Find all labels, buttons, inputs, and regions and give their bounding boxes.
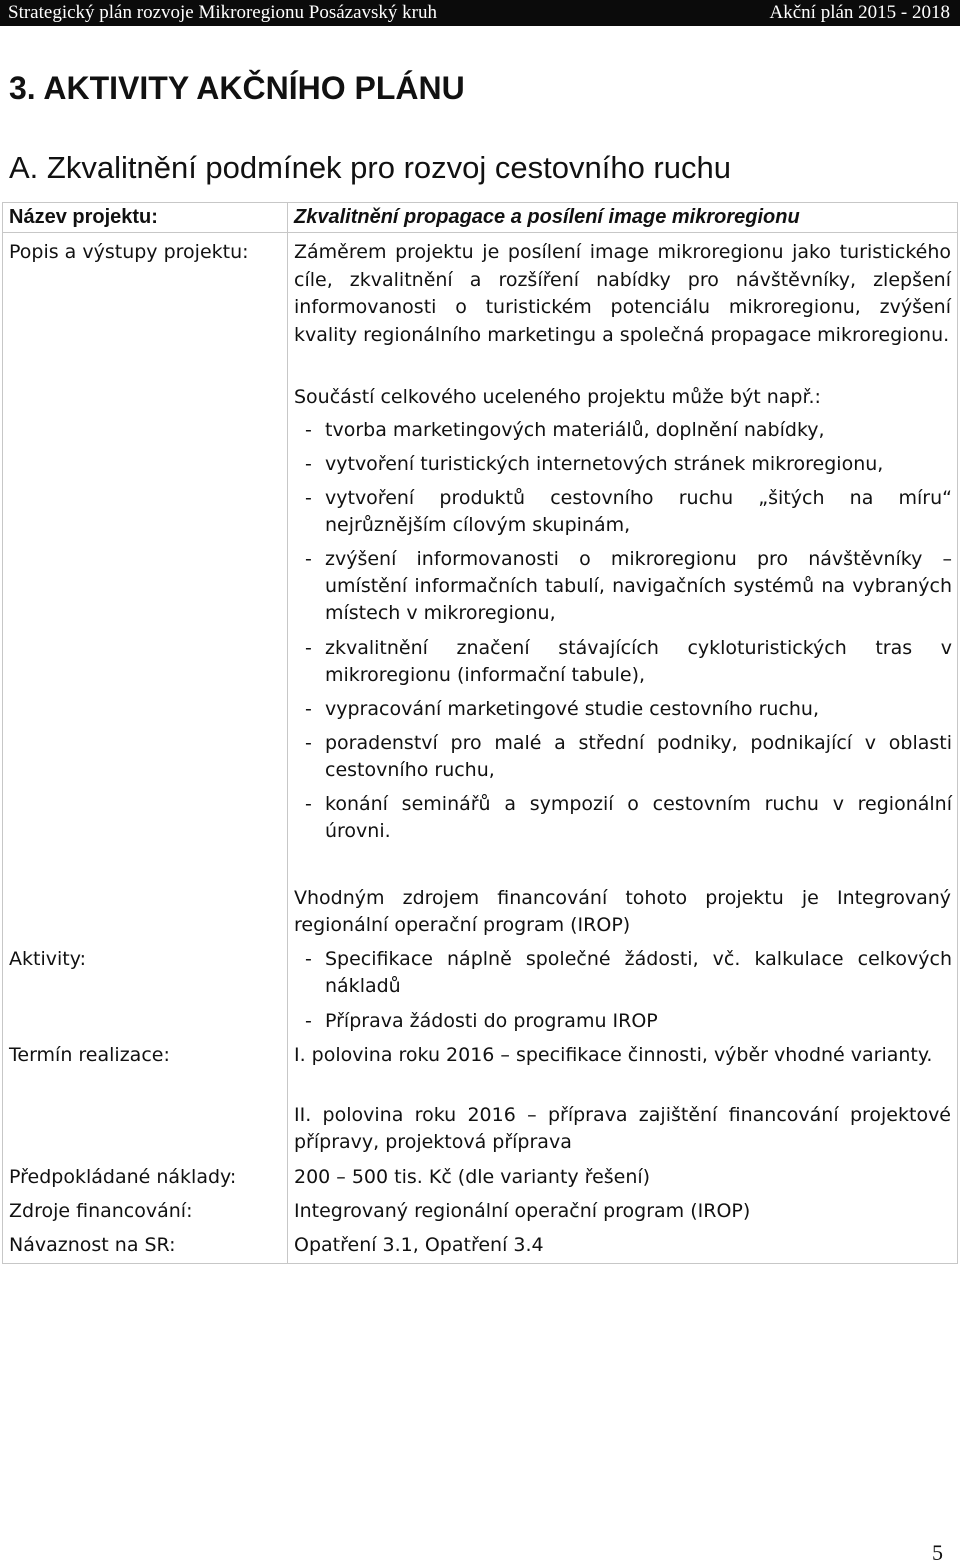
project-name-value: Zkvalitnění propagace a posílení image mikroregionu bbox=[294, 206, 800, 228]
funding-note: Vhodným zdrojem financování tohoto projektu je Integrovaný regionální operační program (IROP) bbox=[294, 887, 951, 936]
timeline-item: I. polovina roku 2016 – specifikace činnosti, výběr vhodné varianty. bbox=[294, 1044, 933, 1066]
list-item: vypracování marketingové studie cestovního ruchu, bbox=[325, 698, 819, 720]
activities-label: Aktivity: bbox=[9, 948, 86, 970]
funding-sources-label: Zdroje financování: bbox=[9, 1200, 193, 1222]
list-bullet: - bbox=[305, 1010, 312, 1032]
table-row-divider bbox=[3, 232, 957, 233]
description-intro: Záměrem projektu je posílení image mikroregionu jako turistického cíle, zkvalitnění a rozšíření nabídky pro návštěvníky, zlepšení informovanosti o turistickém potenciálu mikroregionu, zvýšení kvality regionálního marketingu a společná propagace mikroregionu. bbox=[294, 241, 951, 346]
activity-item: Specifikace náplně společné žádosti, vč. kalkulace celkových nákladů bbox=[325, 948, 952, 997]
funding-sources-value: Integrovaný regionální operační program (IROP) bbox=[294, 1200, 751, 1222]
timeline-label: Termín realizace: bbox=[9, 1044, 170, 1066]
list-item: zkvalitnění značení stávajících cykloturistických tras v mikroregionu (informační tabule), bbox=[325, 637, 952, 686]
sr-link-value: Opatření 3.1, Opatření 3.4 bbox=[294, 1234, 544, 1256]
list-bullet: - bbox=[305, 419, 312, 441]
subsection-title: A. Zkvalitnění podmínek pro rozvoj cestovního ruchu bbox=[9, 150, 731, 185]
components-intro: Součástí celkového uceleného projektu může být např.: bbox=[294, 386, 821, 408]
list-item: poradenství pro malé a střední podniky, podnikající v oblasti cestovního ruchu, bbox=[325, 732, 952, 781]
list-bullet: - bbox=[305, 453, 312, 475]
list-bullet: - bbox=[305, 637, 312, 659]
list-item: konání seminářů a sympozií o cestovním ruchu v regionální úrovni. bbox=[325, 793, 952, 842]
list-bullet: - bbox=[305, 698, 312, 720]
description-label: Popis a výstupy projektu: bbox=[9, 241, 249, 263]
list-bullet: - bbox=[305, 487, 312, 509]
header-plan-period: Akční plán 2015 - 2018 bbox=[769, 2, 950, 23]
list-item: vytvoření turistických internetových stránek mikroregionu, bbox=[325, 453, 884, 475]
list-bullet: - bbox=[305, 948, 312, 970]
section-title: 3. AKTIVITY AKČNÍHO PLÁNU bbox=[9, 70, 465, 106]
list-item: tvorba marketingových materiálů, doplnění nabídky, bbox=[325, 419, 825, 441]
project-name-label: Název projektu: bbox=[9, 206, 158, 228]
page-number: 5 bbox=[932, 1540, 943, 1563]
list-item: vytvoření produktů cestovního ruchu „šitých na míru“ nejrůznějším cílovým skupinám, bbox=[325, 487, 952, 536]
page-header bbox=[0, 0, 960, 26]
costs-value: 200 – 500 tis. Kč (dle varianty řešení) bbox=[294, 1166, 651, 1188]
table-column-divider bbox=[287, 203, 288, 1263]
header-document-title: Strategický plán rozvoje Mikroregionu Posázavský kruh bbox=[8, 2, 437, 23]
list-bullet: - bbox=[305, 732, 312, 754]
timeline-item: II. polovina roku 2016 – příprava zajištění financování projektové přípravy, projektová příprava bbox=[294, 1104, 951, 1153]
activity-item: Příprava žádosti do programu IROP bbox=[325, 1010, 658, 1032]
list-bullet: - bbox=[305, 548, 312, 570]
sr-link-label: Návaznost na SR: bbox=[9, 1234, 176, 1256]
costs-label: Předpokládané náklady: bbox=[9, 1166, 237, 1188]
project-table bbox=[2, 202, 958, 1264]
list-item: zvýšení informovanosti o mikroregionu pro návštěvníky – umístění informačních tabulí, navigačních systémů na vybraných místech v mikroregionu, bbox=[325, 548, 952, 624]
list-bullet: - bbox=[305, 793, 312, 815]
